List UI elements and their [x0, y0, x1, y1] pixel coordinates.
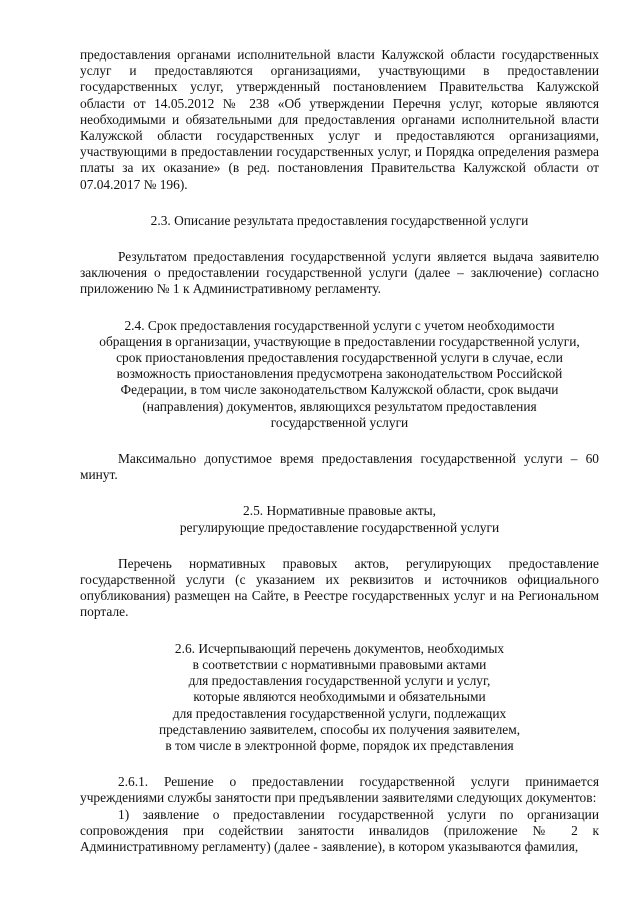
paragraph-2-4: Максимально допустимое время предоставления государственной услуги – 60 минут.: [80, 451, 599, 483]
heading-2-4-line: срок приостановления предоставления государственной услуги в случае, если: [116, 350, 563, 366]
heading-2-4-line: 2.4. Срок предоставления государственной услуги с учетом необходимости: [124, 317, 555, 333]
paragraph-2-3: Результатом предоставления государственной услуги является выдача заявителю заключения о предоставлении государственной услуги (далее – заключение) согласно приложению № 1 к Административному регламенту.: [80, 249, 599, 297]
heading-2-4-line: возможность приостановления предусмотрена законодательством Российской: [116, 366, 563, 382]
heading-2-6-line: для предоставления государственной услуги, подлежащих: [172, 705, 507, 721]
paragraph-2-6-1: 2.6.1. Решение о предоставлении государственной услуги принимается учреждениями службы занятости при предъявлении заявителями следующих документов:: [80, 774, 599, 806]
heading-2-4-line: государственной услуги: [270, 414, 409, 430]
heading-2-4: [80, 318, 599, 431]
heading-2-5: [80, 503, 599, 535]
heading-2-6-line: которые являются необходимыми и обязательными: [193, 689, 486, 705]
heading-2-5-line: регулирующие предоставление государственной услуги: [179, 519, 500, 535]
paragraph-2-5: Перечень нормативных правовых актов, регулирующих предоставление государственной услуги (с указанием их реквизитов и источников официального опубликования) размещен на Сайте, в Реестре государственных услуг и на Региональном портале.: [80, 555, 599, 620]
list-item-1: 1) заявление о предоставлении государственной услуги по организации сопровождения при содействии занятости инвалидов (приложение № 2 к Административному регламенту) (далее - заявление), в котором указываются фамилия,: [80, 806, 599, 854]
heading-2-5-line: 2.5. Нормативные правовые акты,: [243, 503, 436, 519]
heading-2-6-line: для предоставления государственной услуги и услуг,: [188, 673, 491, 689]
heading-2-6: [80, 641, 599, 754]
heading-2-4-line: Федерации, в том числе законодательством Калужской области, срок выдачи: [120, 382, 559, 398]
paragraph-intro: предоставления органами исполнительной власти Калужской области государственных услуг и предоставляются организациями, участвующими в предоставлении государственных услуг, утвержденный постановлением Правительства Калужской области от 14.05.2012 № 238 «Об утверждении Перечня услуг, которые являются необходимыми и обязательными для предоставления органами исполнительной власти Калужской области государственных услуг и предоставляются организациями, участвующими в предоставлении государственных услуг, и Порядка определения размера платы за их оказание» (в ред. постановления Правительства Калужской области от 07.04.2017 № 196).: [80, 47, 599, 192]
document-page: [80, 47, 599, 855]
heading-2-6-line: в соответствии с нормативными правовыми актами: [192, 656, 487, 672]
heading-2-3: 2.3. Описание результата предоставления государственной услуги: [150, 212, 529, 228]
heading-2-4-line: (направления) документов, являющихся результатом предоставления: [142, 398, 537, 414]
heading-2-6-line: представлению заявителем, способы их получения заявителем,: [158, 721, 521, 737]
heading-2-4-line: обращения в организации, участвующие в предоставлении государственной услуги,: [99, 333, 580, 349]
heading-2-6-line: 2.6. Исчерпывающий перечень документов, необходимых: [174, 640, 505, 656]
heading-2-6-line: в том числе в электронной форме, порядок их представления: [165, 737, 514, 753]
